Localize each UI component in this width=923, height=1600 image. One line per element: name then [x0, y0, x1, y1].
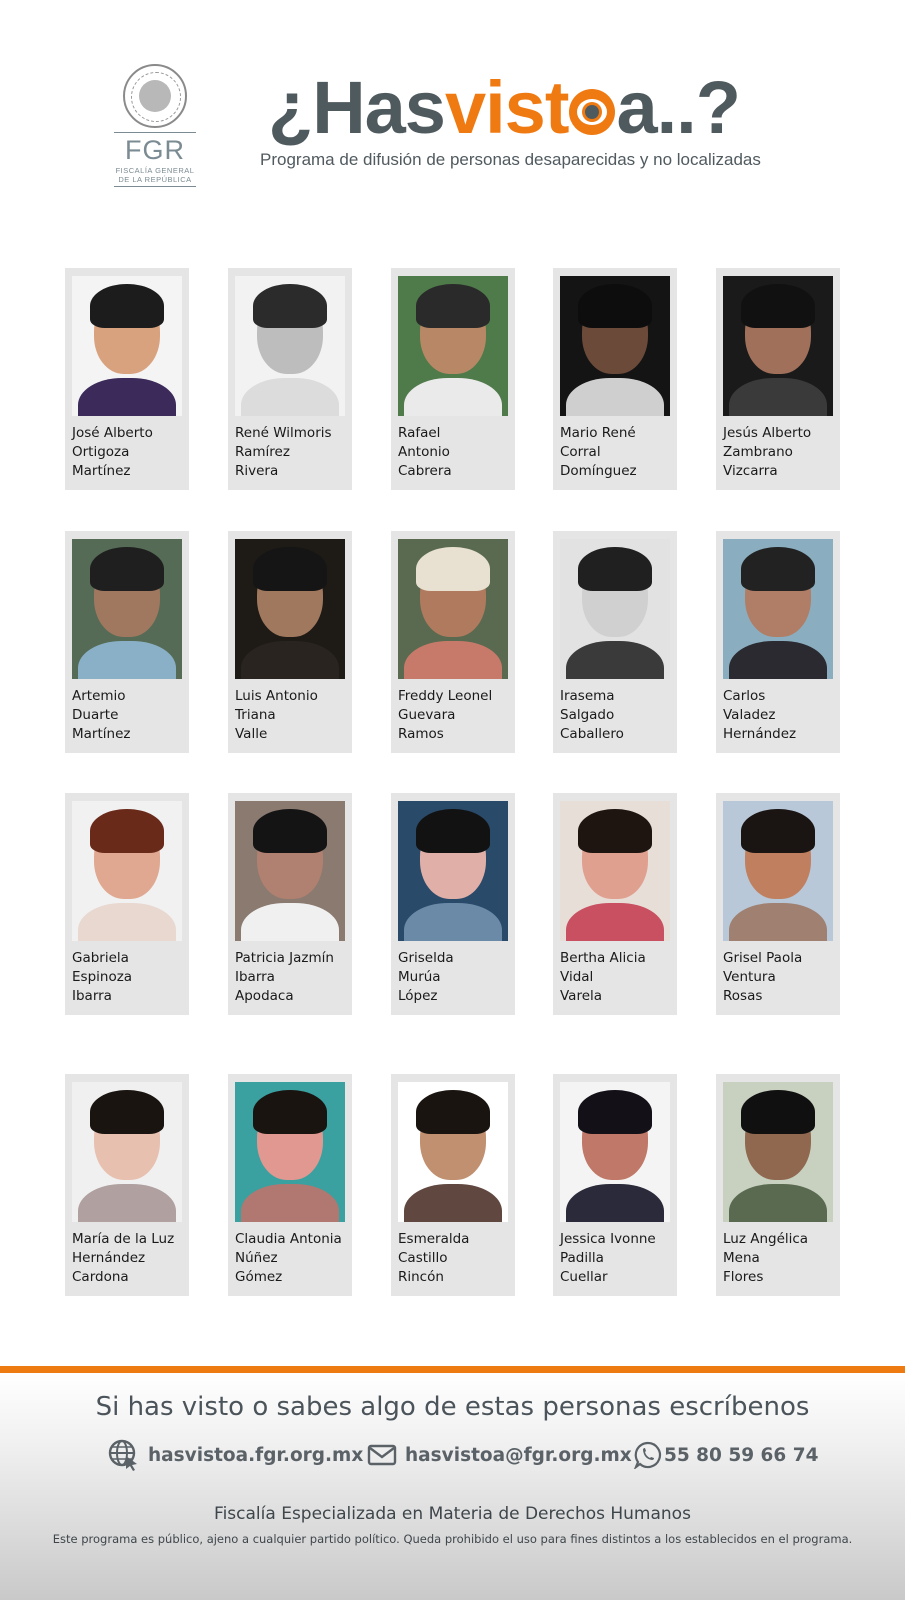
person-photo [398, 539, 508, 679]
title-part-a: a..? [616, 66, 740, 149]
person-name-line2: Salgado [560, 707, 615, 723]
person-card [65, 531, 189, 753]
person-name-line2: Mena [723, 1250, 760, 1266]
fgr-logo [110, 64, 200, 187]
person-name [398, 1230, 514, 1287]
person-name-line1: René Wilmoris [235, 425, 332, 441]
person-photo [72, 801, 182, 941]
person-name-line3: Gómez [235, 1269, 283, 1285]
person-card [553, 793, 677, 1015]
phone-number[interactable]: 55 80 59 66 74 [664, 1444, 819, 1466]
mexico-seal-icon [123, 64, 187, 128]
person-name [560, 949, 676, 1006]
website-link[interactable]: hasvistoa.fgr.org.mx [148, 1444, 364, 1466]
person-card [65, 793, 189, 1015]
person-name-line1: María de la Luz [72, 1231, 175, 1247]
person-name-line2: Castillo [398, 1250, 448, 1266]
person-name-line3: Vizcarra [723, 463, 778, 479]
logo-divider [114, 132, 196, 133]
person-name-line1: Luis Antonio [235, 688, 318, 704]
person-name-line3: López [398, 988, 438, 1004]
person-name-line3: Ibarra [72, 988, 112, 1004]
person-name-line2: Espinoza [72, 969, 133, 985]
program-subtitle: Programa de difusión de personas desaparecidas y no localizadas [260, 150, 761, 169]
person-name [560, 687, 676, 744]
person-photo [723, 276, 833, 416]
person-name-line2: Ortigoza [72, 444, 130, 460]
person-name-line1: Jessica Ivonne [560, 1231, 656, 1247]
person-photo [723, 1082, 833, 1222]
person-name-line1: José Alberto [72, 425, 153, 441]
person-name [235, 424, 351, 481]
person-card [716, 1074, 840, 1296]
person-name-line1: Rafael [398, 425, 441, 441]
person-photo [723, 539, 833, 679]
person-name-line2: Ibarra [235, 969, 275, 985]
person-name-line1: Griselda [398, 950, 454, 966]
whatsapp-icon [634, 1441, 662, 1469]
program-brand [260, 66, 761, 170]
person-card [65, 1074, 189, 1296]
person-card [716, 268, 840, 490]
person-photo [560, 1082, 670, 1222]
person-photo [560, 276, 670, 416]
person-name [235, 687, 351, 744]
person-name-line2: Hernández [72, 1250, 146, 1266]
person-name [235, 949, 351, 1006]
person-name-line2: Guevara [398, 707, 456, 723]
person-card [391, 793, 515, 1015]
person-name [560, 1230, 676, 1287]
person-name [723, 687, 839, 744]
person-name-line3: Martínez [72, 726, 131, 742]
person-name-line3: Cuellar [560, 1269, 608, 1285]
person-name-line3: Hernández [723, 726, 797, 742]
person-name-line1: Claudia Antonia [235, 1231, 342, 1247]
person-name-line1: Irasema [560, 688, 615, 704]
person-photo [72, 539, 182, 679]
person-name-line2: Valadez [723, 707, 776, 723]
mail-icon [367, 1443, 397, 1467]
title-part-vist: vist [444, 66, 569, 149]
person-photo [560, 539, 670, 679]
person-name-line1: Artemio [72, 688, 126, 704]
person-card [391, 268, 515, 490]
eye-icon [569, 89, 615, 135]
person-name-line2: Corral [560, 444, 601, 460]
person-card [716, 793, 840, 1015]
person-name-line1: Grisel Paola [723, 950, 803, 966]
person-name-line1: Mario René [560, 425, 636, 441]
person-name-line2: Zambrano [723, 444, 793, 460]
person-name-line3: Cabrera [398, 463, 452, 479]
email-link[interactable]: hasvistoa@fgr.org.mx [405, 1444, 632, 1466]
email-contact[interactable] [367, 1438, 632, 1472]
person-name-line3: Varela [560, 988, 603, 1004]
person-name [398, 424, 514, 481]
person-photo [398, 276, 508, 416]
person-photo [398, 1082, 508, 1222]
person-name-line3: Martínez [72, 463, 131, 479]
fgr-acronym: FGR [125, 135, 185, 165]
fgr-subtitle-2: DE LA REPÚBLICA [118, 175, 192, 184]
person-name-line2: Padilla [560, 1250, 604, 1266]
globe-icon [108, 1439, 140, 1471]
person-photo [72, 276, 182, 416]
person-name [235, 1230, 351, 1287]
person-photo [398, 801, 508, 941]
person-name-line3: Domínguez [560, 463, 637, 479]
person-photo [235, 539, 345, 679]
person-card [228, 531, 352, 753]
person-card [65, 268, 189, 490]
person-card [228, 1074, 352, 1296]
person-name-line1: Freddy Leonel [398, 688, 493, 704]
person-card [391, 531, 515, 753]
person-name-line3: Apodaca [235, 988, 294, 1004]
person-name [72, 687, 188, 744]
person-name-line3: Caballero [560, 726, 624, 742]
person-name-line1: Patricia Jazmín [235, 950, 334, 966]
call-to-action: Si has visto o sabes algo de estas personas escríbenos [95, 1392, 810, 1422]
person-card [228, 793, 352, 1015]
person-name [398, 949, 514, 1006]
fgr-subtitle-1: FISCALÍA GENERAL [115, 166, 195, 175]
program-title [268, 66, 761, 150]
person-name-line2: Núñez [235, 1250, 278, 1266]
person-name-line2: Duarte [72, 707, 119, 723]
person-name-line3: Flores [723, 1269, 764, 1285]
person-card [391, 1074, 515, 1296]
person-name-line2: Triana [235, 707, 276, 723]
person-name-line1: Esmeralda [398, 1231, 470, 1247]
person-name-line3: Cardona [72, 1269, 129, 1285]
person-name-line3: Rosas [723, 988, 763, 1004]
person-name-line1: Gabriela [72, 950, 129, 966]
person-photo [235, 801, 345, 941]
person-name [398, 687, 514, 744]
person-photo [723, 801, 833, 941]
title-part-has: ¿Has [268, 66, 445, 149]
person-photo [235, 276, 345, 416]
person-name-line2: Antonio [398, 444, 450, 460]
person-photo [235, 1082, 345, 1222]
person-name-line3: Rincón [398, 1269, 444, 1285]
person-name-line1: Luz Angélica [723, 1231, 809, 1247]
legal-disclaimer: Este programa es público, ajeno a cualquier partido político. Queda prohibido el uso para fines distintos a los establecidos en el programa. [52, 1532, 853, 1546]
person-name [723, 1230, 839, 1287]
person-name-line2: Murúa [398, 969, 441, 985]
website-contact[interactable] [108, 1438, 363, 1472]
person-name [72, 424, 188, 481]
person-name-line2: Ventura [723, 969, 776, 985]
person-name-line3: Rivera [235, 463, 279, 479]
person-card [553, 531, 677, 753]
person-photo [560, 801, 670, 941]
phone-contact[interactable] [634, 1438, 819, 1472]
person-name-line1: Carlos [723, 688, 766, 704]
department-name: Fiscalía Especializada en Materia de Derechos Humanos [214, 1504, 691, 1524]
person-card [716, 531, 840, 753]
person-name-line1: Jesús Alberto [723, 425, 812, 441]
person-name-line3: Ramos [398, 726, 444, 742]
person-name [723, 949, 839, 1006]
person-name-line1: Bertha Alicia [560, 950, 646, 966]
person-card [553, 1074, 677, 1296]
person-card [553, 268, 677, 490]
person-name [723, 424, 839, 481]
logo-divider-bottom [114, 186, 196, 187]
person-name [72, 949, 188, 1006]
person-card [228, 268, 352, 490]
footer-accent-bar [0, 1366, 905, 1373]
person-name [560, 424, 676, 481]
person-name [72, 1230, 188, 1287]
person-name-line2: Ramírez [235, 444, 290, 460]
person-name-line3: Valle [235, 726, 268, 742]
person-name-line2: Vidal [560, 969, 594, 985]
person-photo [72, 1082, 182, 1222]
